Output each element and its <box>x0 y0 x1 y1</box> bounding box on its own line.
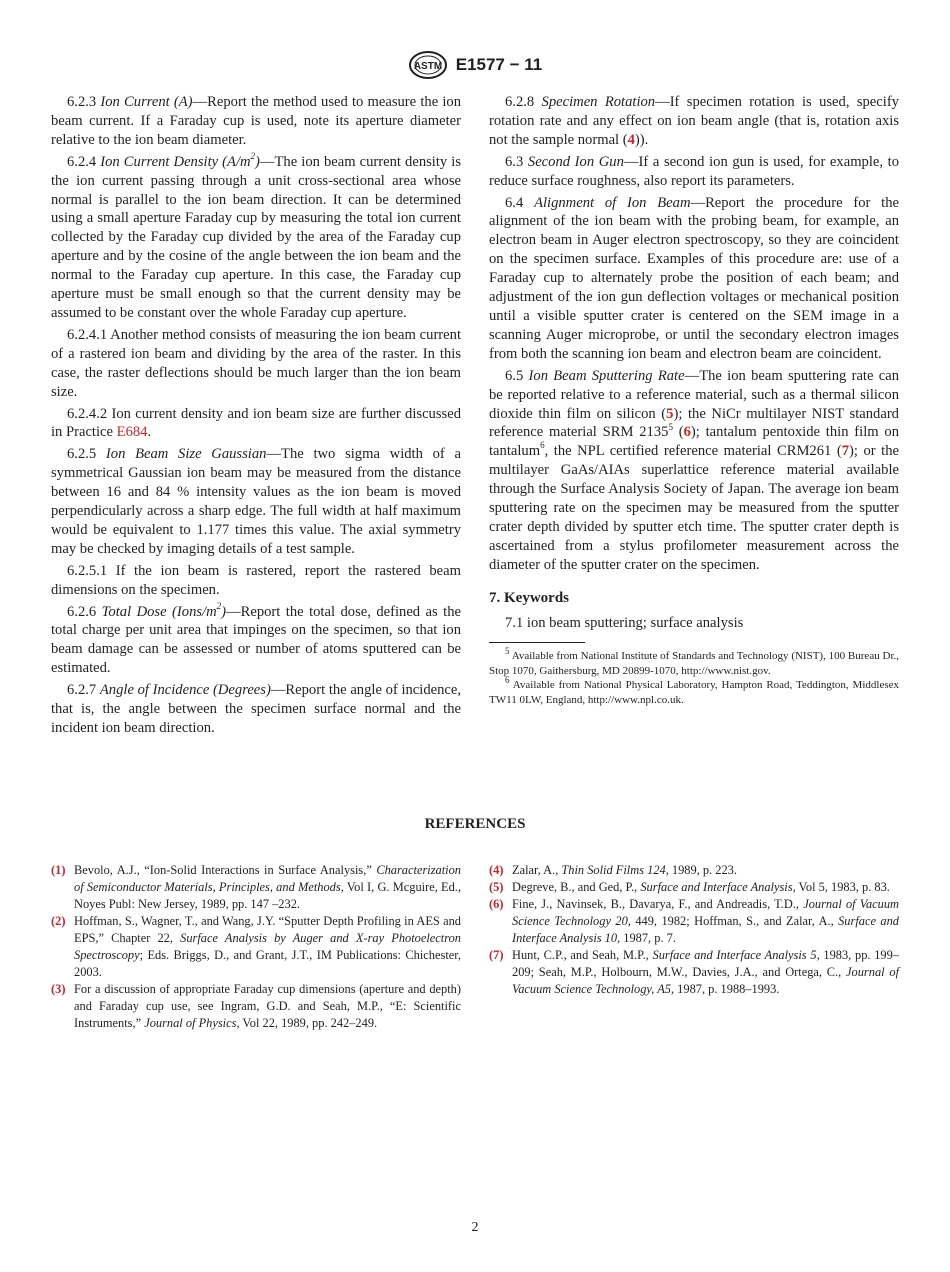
reference-3: (3) For a discussion of appropriate Faraday cup dimensions (aperture and depth) and Faraday cup use, see Ingram, G.D. and Seah, M.P., “E: Scientific Instruments,” Journal of Physics, Vol 22, 1989, pp. 242–249. <box>51 982 461 1030</box>
footnote-divider <box>489 642 585 643</box>
astm-logo-icon <box>408 50 448 80</box>
reference-1: (1) Bevolo, A.J., “Ion-Solid Interactions in Surface Analysis,” Characterization of Semiconductor Materials, Principles, and Methods, Vol I, G. Mcguire, Ed., Noyes Publ: New Jersey, 1989, pp. 147 –232. <box>51 863 461 911</box>
paragraph-6-2-4-2: 6.2.4.2 Ion current density and ion beam size are further discussed in Practice E684. <box>51 405 461 441</box>
paragraph-6-5: 6.5 Ion Beam Sputtering Rate—The ion beam sputtering rate can be reported relative to a reference material, such as a thermal silicon dioxide thin film on silicon (5); the NiCr multilayer NIST standard reference material SRM 2135$^5$ (6); tantalum pentoxide thin film on tantalum$^6$, the NPL certified reference material CRM261 (7); or the multilayer GaAs/AIAs superlattice reference material available through the Surface Analysis Society of Japan. The average ion beam sputtering rate on the specimen may be measured from the sputter crater depth divided by sputter etch time. The sputter crater depth is ascertained from a stylus profilometer measurement across the diameter of the sputter crater on the specimen. <box>489 367 899 573</box>
paragraph-6-2-7: 6.2.7 Angle of Incidence (Degrees)—Report the angle of incidence, that is, the angle between the specimen surface normal and the incident ion beam direction. <box>51 682 461 736</box>
page-header <box>0 50 950 80</box>
footnote-mark-6: 6 <box>540 440 545 451</box>
references-heading: REFERENCES <box>424 816 526 832</box>
reference-5: (5) Degreve, B., and Ged, P., Surface and Interface Analysis, Vol 5, 1983, p. 83. <box>489 880 890 894</box>
paragraph-6-2-4: 6.2.4 Ion Current Density $(A/m^2)—The$ ion beam current density is the ion current passing through a unit cross-sectional area whose normal is parallel to the ion beam direction. It can be determined using a small aperture Faraday cup by measuring the total ion current collected by the Faraday cup divided by the area of the Faraday cup aperture and by the cosine of the angle between the ion beam and the normal to the Faraday cup aperture. In this case, the Faraday cup aperture must be small enough so that the current density may be assumed to be constant over the whole Faraday cup aperture. <box>51 150 461 321</box>
reference-link-5[interactable]: 5 <box>666 405 674 422</box>
astm-logo-text: ASTM <box>413 61 442 72</box>
paragraph-6-2-8: 6.2.8 Specimen Rotation—If specimen rotation is used, specify rotation rate and any effect on ion beam angle (that is, rotation axis not the sample normal (4)). <box>489 94 899 148</box>
keywords-text: 7.1 ion beam sputtering; surface analysis <box>505 614 744 631</box>
footnote-6: $^6$ Available from National Physical Laboratory, Hampton Road, Teddington, Middlesex TW11 0LW, England, http://www.npl.co.uk. <box>489 674 899 706</box>
paragraph-6-4: 6.4 Alignment of Ion Beam—Report the procedure for the alignment of the ion beam with the probing beam, for example, an electron beam in Auger electron spectroscopy, so they are coincident on the specimen surface. Examples of this procedure are: use of a Faraday cup to alternately probe the position of each beam; and adjustment of the ion gun deflection voltages or mechanical position until a visible sputter crater is centered on the SEM image in a scanning Auger microprobe, or until the secondary electron images from both the scanning ion beam and electron beam are coincident. <box>489 194 900 362</box>
paragraph-6-2-5-1: 6.2.5.1 If the ion beam is rastered, report the rastered beam dimensions on the specimen. <box>51 562 461 598</box>
document-id: E1577 − 11 <box>455 55 543 74</box>
references-left-column <box>51 862 461 1032</box>
page-number: 2 <box>471 1220 479 1235</box>
right-column <box>489 93 899 707</box>
reference-7: (7) Hunt, C.P., and Seah, M.P., Surface and Interface Analysis 5, 1983, pp. 199–209; Seah, M.P., Holbourn, M.W., Davies, J.A., and Ortega, C., Journal of Vacuum Science Technology, A5, 1987, p. 1988–1993. <box>489 948 900 996</box>
reference-link-6[interactable]: 6 <box>683 424 691 441</box>
left-column <box>51 93 461 741</box>
reference-2: (2) Hoffman, S., Wagner, T., and Wang, J.Y. “Sputter Depth Profiling in AES and EPS,” Chapter 22, Surface Analysis by Auger and X-ray Photoelectron Spectroscopy; Eds. Briggs, D., and Grant, J.T., IM Publications: Chichester, 2003. <box>51 914 461 979</box>
reference-6: (6) Fine, J., Navinsek, B., Davarya, F., and Andreadis, T.D., Journal of Vacuum Science Technology 20, 449, 1982; Hoffman, S., and Zalar, A., Surface and Interface Analysis 10, 1987, p. 7. <box>489 897 899 945</box>
practice-e684-link[interactable]: E684 <box>116 424 148 441</box>
keywords-heading: 7. Keywords <box>489 589 569 606</box>
paragraph-6-2-3: 6.2.3 Ion Current (A)—Report the method used to measure the ion beam current. If a Faraday cup is used, note its aperture diameter relative to the ion beam diameter. <box>51 94 462 148</box>
paragraph-6-2-5: 6.2.5 Ion Beam Size Gaussian—The two sigma width of a symmetrical Gaussian ion beam may be measured from the distance between 16 and 84 % intensity values as the ion beam is moved perpendicularly across a sharp edge. The full width at half maximum would be equivalent to 1.177 times this value. The axial symmetry may be checked by imaging details of a test sample. <box>51 446 461 557</box>
footnote-mark-5: 5 <box>668 421 673 432</box>
reference-4: (4) Zalar, A., Thin Solid Films 124, 1989, p. 223. <box>489 863 737 877</box>
references-right-column <box>489 862 899 998</box>
paragraph-6-3: 6.3 Second Ion Gun—If a second ion gun is used, for example, to reduce surface roughness, also report its parameters. <box>489 153 899 189</box>
reference-link-7[interactable]: 7 <box>841 443 850 460</box>
paragraph-6-2-4-1: 6.2.4.1 Another method consists of measuring the ion beam current of a rastered ion beam and dividing by the area of the raster. In this case, the raster deflections should be much larger than the ion beam size. <box>51 326 461 400</box>
reference-link-4[interactable]: 4 <box>627 131 635 148</box>
paragraph-6-2-6: 6.2.6 Total Dose $(Ions/m^2)—Report$ the total dose, defined as the total charge per unit area that impinges on the specimen, so that ion beam damage can be assessed or number of atoms sputtered can be estimated. <box>51 600 461 677</box>
footnote-5: $^5$ Available from National Institute of Standards and Technology (NIST), 100 Bureau Dr., Stop 1070, Gaithersburg, MD 20899-1070, http://www.nist.gov. <box>489 645 899 677</box>
